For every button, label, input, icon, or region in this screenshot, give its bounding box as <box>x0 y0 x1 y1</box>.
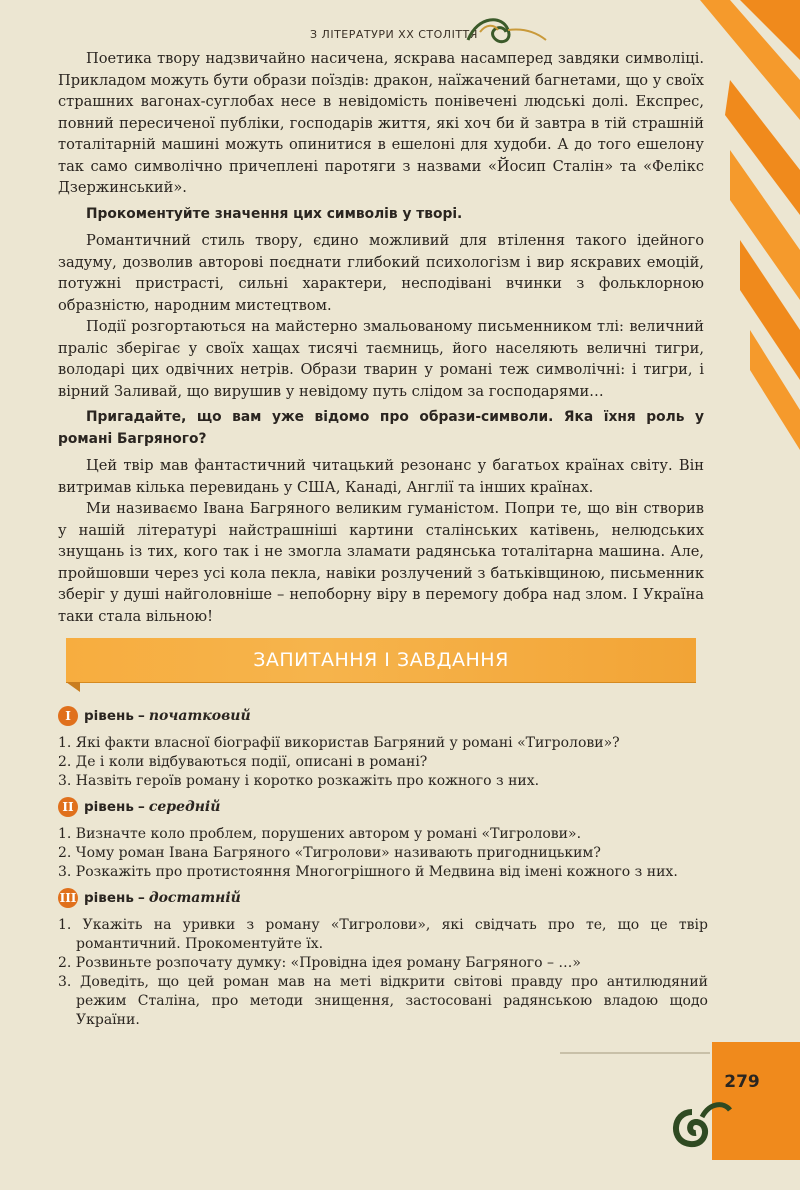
level-word: рівень <box>84 707 134 724</box>
task-item: 1. Які факти власної біографії використав Багряний у романі «Тигролови»? <box>58 735 620 751</box>
task-item: 2. Чому роман Івана Багряного «Тигролови» називають пригодницьким? <box>58 845 601 861</box>
task-item: 1. Укажіть на уривки з роману «Тигролови», які свідчать про те, що це твір романтичний. Прокоментуйте їх. <box>58 917 708 952</box>
task-item: 3. Назвіть героїв роману і коротко розкажіть про кожного з них. <box>58 773 540 789</box>
section-title: ЗАПИТАННЯ І ЗАВДАННЯ <box>253 649 509 671</box>
footer-divider <box>560 1052 710 1054</box>
tasks-section <box>58 700 708 1034</box>
task-list <box>58 825 708 882</box>
paragraph-symbolism: Поетика твору надзвичайно насичена, яскрава насамперед завдяки символіці. Прикладом можуть бути образи поїздів: дракон, наїжачений багнетами, що у своїх страшних вагонах-суглобах несе в невідомість понівечені людські долі. Експрес, повний пересиченої публіки, господарів життя, які хоч би й завтра в тій страшній тоталітарній машині можуть опинитися в ешелоні для худоби. А до того ешелону так само символічно причеплені паротяги з назвами «Йосип Сталін» та «Фелікс Дзержинський». <box>58 50 704 196</box>
level-badge: I <box>58 706 78 726</box>
level-kind: початковий <box>148 707 251 724</box>
level-header <box>58 797 708 817</box>
leaf-ornament-icon <box>458 10 548 50</box>
banner-fold <box>66 682 80 692</box>
main-text <box>58 48 704 627</box>
decorative-stripes <box>700 0 800 1160</box>
paragraph-setting: Події розгортаються на майстерно змальованому письменником тлі: величний праліс зберігає у своїх хащах тисячі таємниць, його населяють величні тигри, володарі цих одвічних нетрів. Образи тварин у романі теж символічні: і тигри, і вірний Заливай, що вирушив у невідому путь слідом за господарями… <box>58 318 704 400</box>
task-item: 3. Доведіть, що цей роман мав на меті відкрити світові правду про антилюдяний режим Сталіна, про методи знищення, застосовані радянською владою щодо України. <box>58 974 708 1028</box>
task-item: 1. Визначте коло проблем, порушених автором у романі «Тигролови». <box>58 826 582 842</box>
question-symbols: Прокоментуйте значення цих символів у творі. <box>86 205 463 222</box>
level-word: рівень <box>84 889 134 906</box>
task-list <box>58 916 708 1030</box>
question-images: Пригадайте, що вам уже відомо про образи-символи. Яка їхня роль у романі Багряного? <box>58 409 704 447</box>
page-number-block <box>712 1042 800 1160</box>
level-header <box>58 888 708 908</box>
task-item: 3. Розкажіть про протистояння Многогрішного й Медвина від імені кожного з них. <box>58 864 678 880</box>
task-list <box>58 734 708 791</box>
paragraph-style: Романтичний стиль твору, єдино можливий для втілення такого ідейного задуму, дозволив авторові поєднати глибокий психологізм і вир яскравих емоцій, потужні пристрасті, сильні характери, несподівані вчинки з фольклорною образністю, народним мистецтвом. <box>58 232 704 314</box>
level-kind: достатній <box>148 889 241 906</box>
level-header <box>58 706 708 726</box>
level-kind: середній <box>148 798 221 815</box>
paragraph-resonance: Цей твір мав фантастичний читацький резонанс у багатьох країнах світу. Він витримав кілька перевидань у США, Канаді, Англії та інших країнах. <box>58 457 704 496</box>
page-number: 279 <box>724 1072 760 1092</box>
level-badge: III <box>58 888 78 908</box>
level-dash: – <box>137 889 145 906</box>
paragraph-humanist: Ми називаємо Івана Багряного великим гуманістом. Попри те, що він створив у нашій літературі найстрашніші картини сталінських катівень, нелюдських знущань із тих, кого так і не змогла зламати радянська тоталітарна машина. Але, пройшовши через усі кола пекла, навіки розлучений з батьківщиною, письменник зберіг у душі найголовніше – непоборну віру в перемогу добра над злом. І Україна таки стала вільною! <box>58 500 704 625</box>
section-banner <box>66 638 696 682</box>
level-dash: – <box>137 798 145 815</box>
level-badge: II <box>58 797 78 817</box>
task-item: 2. Де і коли відбуваються події, описані в романі? <box>58 754 428 770</box>
level-word: рівень <box>84 798 134 815</box>
task-item: 2. Розвиньте розпочату думку: «Провідна ідея роману Багряного – …» <box>58 955 581 971</box>
header-title: З ЛІТЕРАТУРИ XX СТОЛІТТЯ <box>310 27 478 41</box>
level-dash: – <box>137 707 145 724</box>
